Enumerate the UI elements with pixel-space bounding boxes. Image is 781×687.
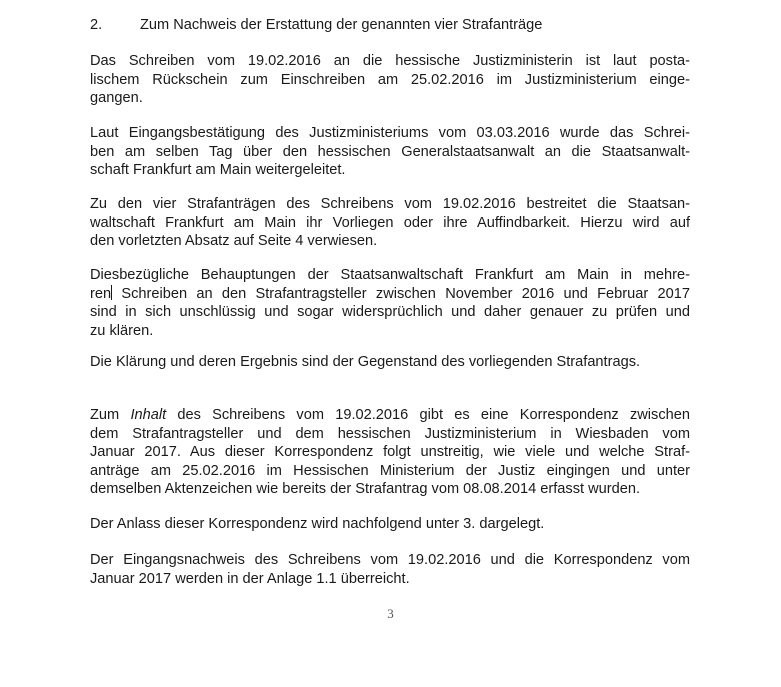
paragraph-6-prefix: Zum <box>90 407 131 423</box>
paragraph-4-line-1: Diesbezügliche Behauptungen der Staatsanwaltschaft Frankfurt am Main in mehre- <box>90 267 690 283</box>
section-title: Zum Nachweis der Erstattung der genannten vier Strafanträge <box>140 17 543 33</box>
paragraph-6-line-2: dem Strafantragsteller und dem hessischen Justizministerium in Wiesbaden vom <box>90 425 690 442</box>
page-number: 3 <box>387 606 394 621</box>
paragraph-3-line-2: waltschaft Frankfurt am Main ihr Vorliegen oder ihre Auffindbarkeit. Hierzu wird auf <box>90 214 690 231</box>
paragraph-6-line-3: Januar 2017. Aus dieser Korrespondenz folgt unstreitig, wie viele und welche Straf- <box>90 444 690 460</box>
paragraph-7-line-1: Der Anlass dieser Korrespondenz wird nachfolgend unter 3. dargelegt. <box>90 516 545 532</box>
paragraph-2-line-1: Laut Eingangsbestätigung des Justizministeriums vom 03.03.2016 wurde das Schrei- <box>90 125 690 141</box>
paragraph-4-line-2[interactable] <box>90 285 690 304</box>
section-number: 2. <box>90 17 103 33</box>
paragraph-5-line-1: Die Klärung und deren Ergebnis sind der Gegenstand des vorliegenden Strafantrags. <box>90 354 641 370</box>
paragraph-2-line-2: ben am selben Tag über den hessischen Generalstaatsanwalt an die Staatsanwalt- <box>90 143 690 160</box>
paragraph-6-line-4: anträge am 25.02.2016 im Hessischen Ministerium der Justiz eingingen und unter <box>90 462 690 479</box>
paragraph-8-line-2: Januar 2017 werden in der Anlage 1.1 überreicht. <box>90 570 410 587</box>
paragraph-8-line-1: Der Eingangsnachweis des Schreibens vom 19.02.2016 und die Korrespondenz vom <box>90 552 690 568</box>
paragraph-6-line-5: demselben Aktenzeichen wie bereits der Strafantrag vom 08.08.2014 erfasst wurden. <box>90 481 641 497</box>
section-heading <box>90 16 690 35</box>
paragraph-1-line-2: lischem Rückschein zum Einschreiben am 25.02.2016 im Justizministerium einge- <box>90 71 690 88</box>
paragraph-3-line-3: den vorletzten Absatz auf Seite 4 verwiesen. <box>90 233 378 249</box>
paragraph-4-line-2-rest: Schreiben an den Strafantragsteller zwischen November 2016 und Februar 2017 <box>112 285 690 302</box>
paragraph-6-italic-word: Inhalt <box>130 407 167 423</box>
paragraph-4-line-2-start: ren <box>90 285 112 302</box>
paragraph-4-line-4: zu klären. <box>90 322 154 339</box>
paragraph-6-suffix: des Schreibens vom 19.02.2016 gibt es eine Korrespondenz zwischen <box>166 407 690 423</box>
paragraph-1-line-1: Das Schreiben vom 19.02.2016 an die hessische Justizministerin ist laut posta- <box>90 53 690 69</box>
paragraph-3-line-1: Zu den vier Strafanträgen des Schreibens vom 19.02.2016 bestreitet die Staatsan- <box>90 196 690 212</box>
paragraph-4-line-3: sind in sich unschlüssig und sogar widersprüchlich und daher genauer zu prüfen und <box>90 304 690 320</box>
paragraph-1-line-3: gangen. <box>90 90 143 106</box>
paragraph-2-line-3: schaft Frankfurt am Main weitergeleitet. <box>90 162 346 178</box>
paragraph-6-line-1 <box>90 406 690 425</box>
